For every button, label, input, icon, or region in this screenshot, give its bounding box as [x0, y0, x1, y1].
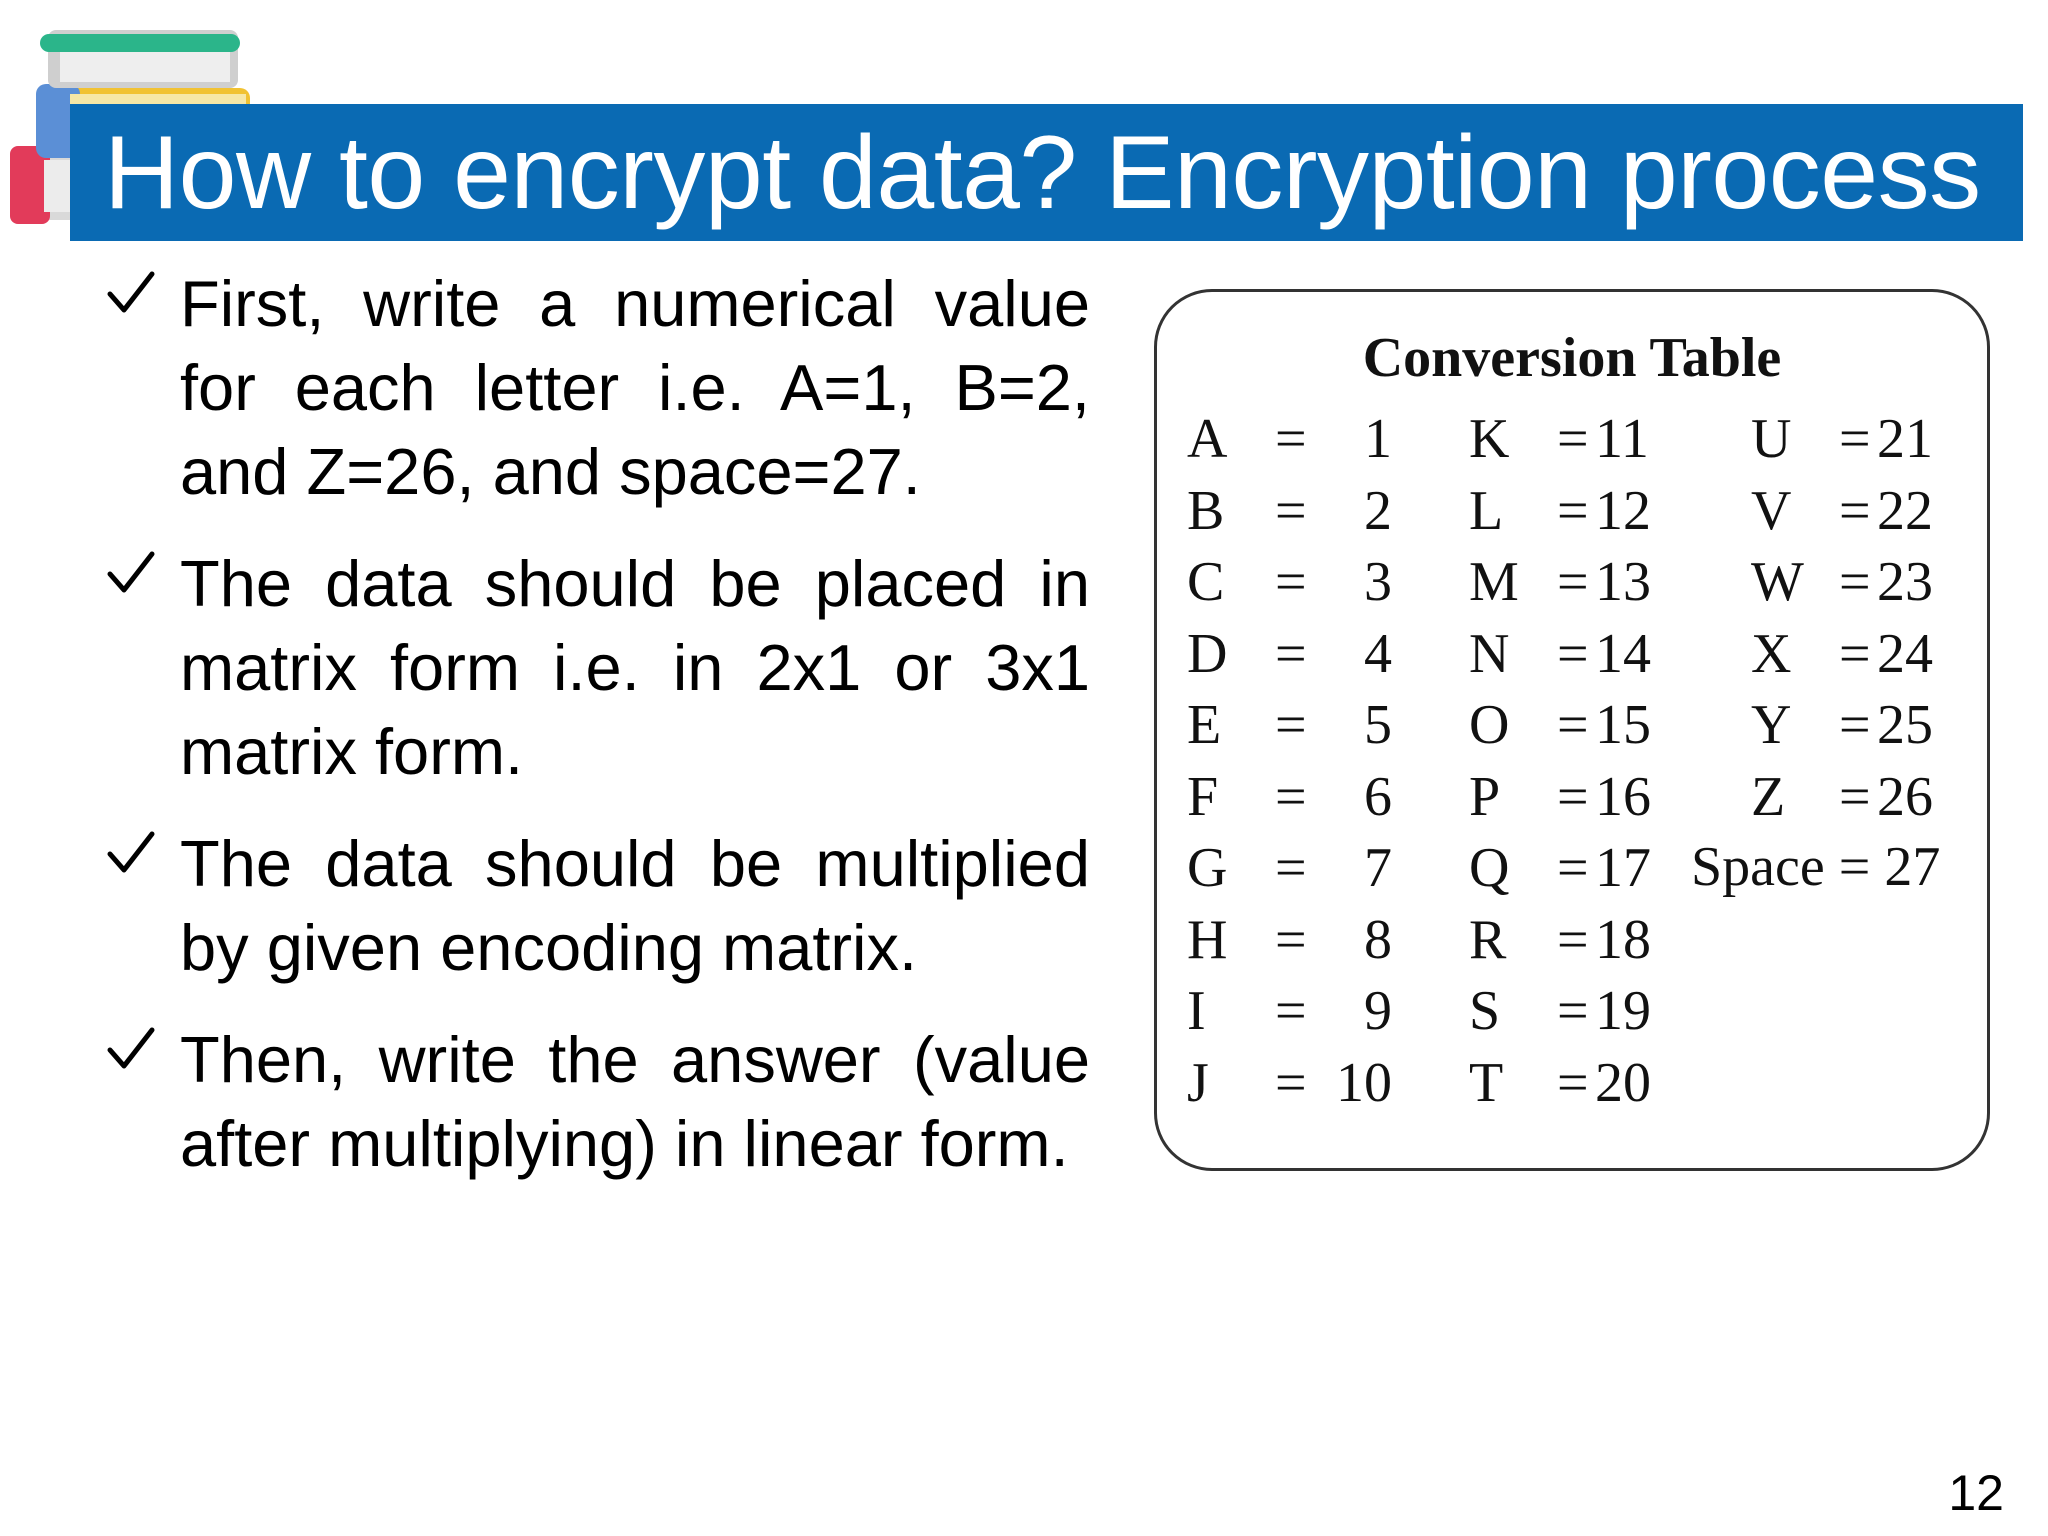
- bullet-item: [100, 1018, 1090, 1186]
- conversion-value: 11: [1595, 408, 1649, 470]
- equals-sign: =: [1839, 479, 1871, 542]
- conversion-value: 18: [1595, 908, 1651, 971]
- conversion-letter: O: [1469, 694, 1510, 756]
- conversion-letter: T: [1469, 1051, 1504, 1114]
- conversion-value: 14: [1595, 622, 1651, 685]
- conversion-table: [1154, 289, 1990, 1171]
- equals-sign: =: [1275, 408, 1307, 470]
- conversion-value: 10: [1336, 1051, 1392, 1114]
- equals-sign: =: [1275, 908, 1307, 971]
- equals-sign: =: [1275, 837, 1307, 899]
- equals-sign: =: [1275, 694, 1307, 756]
- bullet-text: Then, write the answer (value after multiplying) in linear form.: [180, 1023, 1090, 1180]
- conversion-letter: E: [1187, 694, 1222, 756]
- equals-sign: =: [1557, 551, 1589, 613]
- conversion-letter: N: [1469, 622, 1510, 685]
- checkmark-icon: [104, 546, 158, 600]
- conversion-value: 15: [1595, 694, 1651, 756]
- bullet-item: [100, 822, 1090, 990]
- conversion-letter: R: [1469, 908, 1507, 971]
- conversion-letter: W: [1751, 551, 1804, 613]
- equals-sign: =: [1557, 479, 1589, 542]
- conversion-letter: P: [1469, 765, 1501, 828]
- conversion-value: 8: [1364, 908, 1392, 971]
- conversion-value: 3: [1364, 551, 1392, 613]
- bullet-text: The data should be placed in matrix form i.e. in 2x1 or 3x1 matrix form.: [180, 547, 1090, 788]
- conversion-letter: Z: [1751, 765, 1786, 828]
- conversion-value: 2: [1364, 479, 1392, 542]
- equals-sign: =: [1557, 980, 1589, 1042]
- conversion-value: 1: [1364, 408, 1392, 470]
- conversion-letter: X: [1751, 622, 1792, 685]
- checkmark-icon: [104, 1022, 158, 1076]
- conversion-letter: M: [1469, 551, 1519, 613]
- equals-sign: =: [1275, 479, 1307, 542]
- equals-sign: =: [1275, 622, 1307, 685]
- conversion-value: 5: [1364, 694, 1392, 756]
- conversion-letter: K: [1469, 408, 1510, 470]
- equals-sign: =: [1839, 694, 1871, 756]
- conversion-letter: G: [1187, 837, 1228, 899]
- equals-sign: =: [1557, 622, 1589, 685]
- conversion-letter: Y: [1751, 694, 1792, 756]
- conversion-letter: U: [1751, 408, 1792, 470]
- conversion-letter: F: [1187, 765, 1219, 828]
- checkmark-icon: [104, 266, 158, 320]
- conversion-letter: V: [1751, 479, 1792, 542]
- equals-sign: =: [1557, 837, 1589, 899]
- equals-sign: =: [1557, 408, 1589, 470]
- equals-sign: =: [1275, 1051, 1307, 1114]
- slide-title: How to encrypt data? Encryption process: [104, 114, 1981, 231]
- equals-sign: =: [1275, 980, 1307, 1042]
- conversion-letter: H: [1187, 908, 1228, 971]
- conversion-value: 13: [1595, 551, 1651, 613]
- space-entry: [1691, 832, 1940, 904]
- conversion-letter: Q: [1469, 837, 1510, 899]
- conversion-value: 17: [1595, 837, 1651, 899]
- equals-sign: =: [1557, 694, 1589, 756]
- conversion-value: 4: [1364, 622, 1392, 685]
- bullet-item: [100, 262, 1090, 514]
- conversion-value: 16: [1595, 765, 1651, 828]
- equals-sign: =: [1839, 408, 1871, 470]
- conversion-letter: D: [1187, 622, 1228, 685]
- conversion-letter: J: [1187, 1051, 1209, 1114]
- conversion-letter: C: [1187, 551, 1225, 613]
- conversion-table-title: Conversion Table: [1362, 327, 1782, 389]
- conversion-letter: I: [1187, 980, 1206, 1042]
- page-number: 12: [1948, 1465, 2004, 1521]
- equals-sign: =: [1839, 622, 1871, 685]
- conversion-letter: S: [1469, 980, 1501, 1042]
- equals-sign: =: [1839, 551, 1871, 613]
- equals-sign: =: [1838, 836, 1871, 898]
- conversion-value: 6: [1364, 765, 1392, 828]
- conversion-value: 24: [1877, 622, 1933, 685]
- conversion-letter: A: [1187, 408, 1228, 470]
- equals-sign: =: [1275, 551, 1307, 613]
- bullet-text: The data should be multiplied by given encoding matrix.: [180, 827, 1090, 984]
- conversion-value: 7: [1364, 837, 1392, 899]
- bullet-text: First, write a numerical value for each letter i.e. A=1, B=2, and Z=26, and space=27.: [180, 267, 1090, 508]
- bullet-list: [100, 262, 1090, 1214]
- conversion-letter: L: [1469, 479, 1504, 542]
- conversion-value: 19: [1595, 980, 1651, 1042]
- checkmark-icon: [104, 826, 158, 880]
- conversion-value: 25: [1877, 694, 1933, 756]
- conversion-value: 12: [1595, 479, 1651, 542]
- equals-sign: =: [1275, 765, 1307, 828]
- bullet-item: [100, 542, 1090, 794]
- conversion-value: 9: [1364, 980, 1392, 1042]
- conversion-value: 21: [1877, 408, 1933, 470]
- equals-sign: =: [1557, 1051, 1589, 1114]
- title-bar: [70, 104, 2023, 241]
- conversion-value: 26: [1877, 765, 1933, 828]
- equals-sign: =: [1557, 908, 1589, 971]
- equals-sign: =: [1839, 765, 1871, 828]
- conversion-value: 23: [1877, 551, 1933, 613]
- equals-sign: =: [1557, 765, 1589, 828]
- space-value: 27: [1884, 836, 1941, 898]
- conversion-value: 20: [1595, 1051, 1651, 1114]
- space-label: Space: [1691, 836, 1825, 898]
- conversion-value: 22: [1877, 479, 1933, 542]
- conversion-letter: B: [1187, 479, 1225, 542]
